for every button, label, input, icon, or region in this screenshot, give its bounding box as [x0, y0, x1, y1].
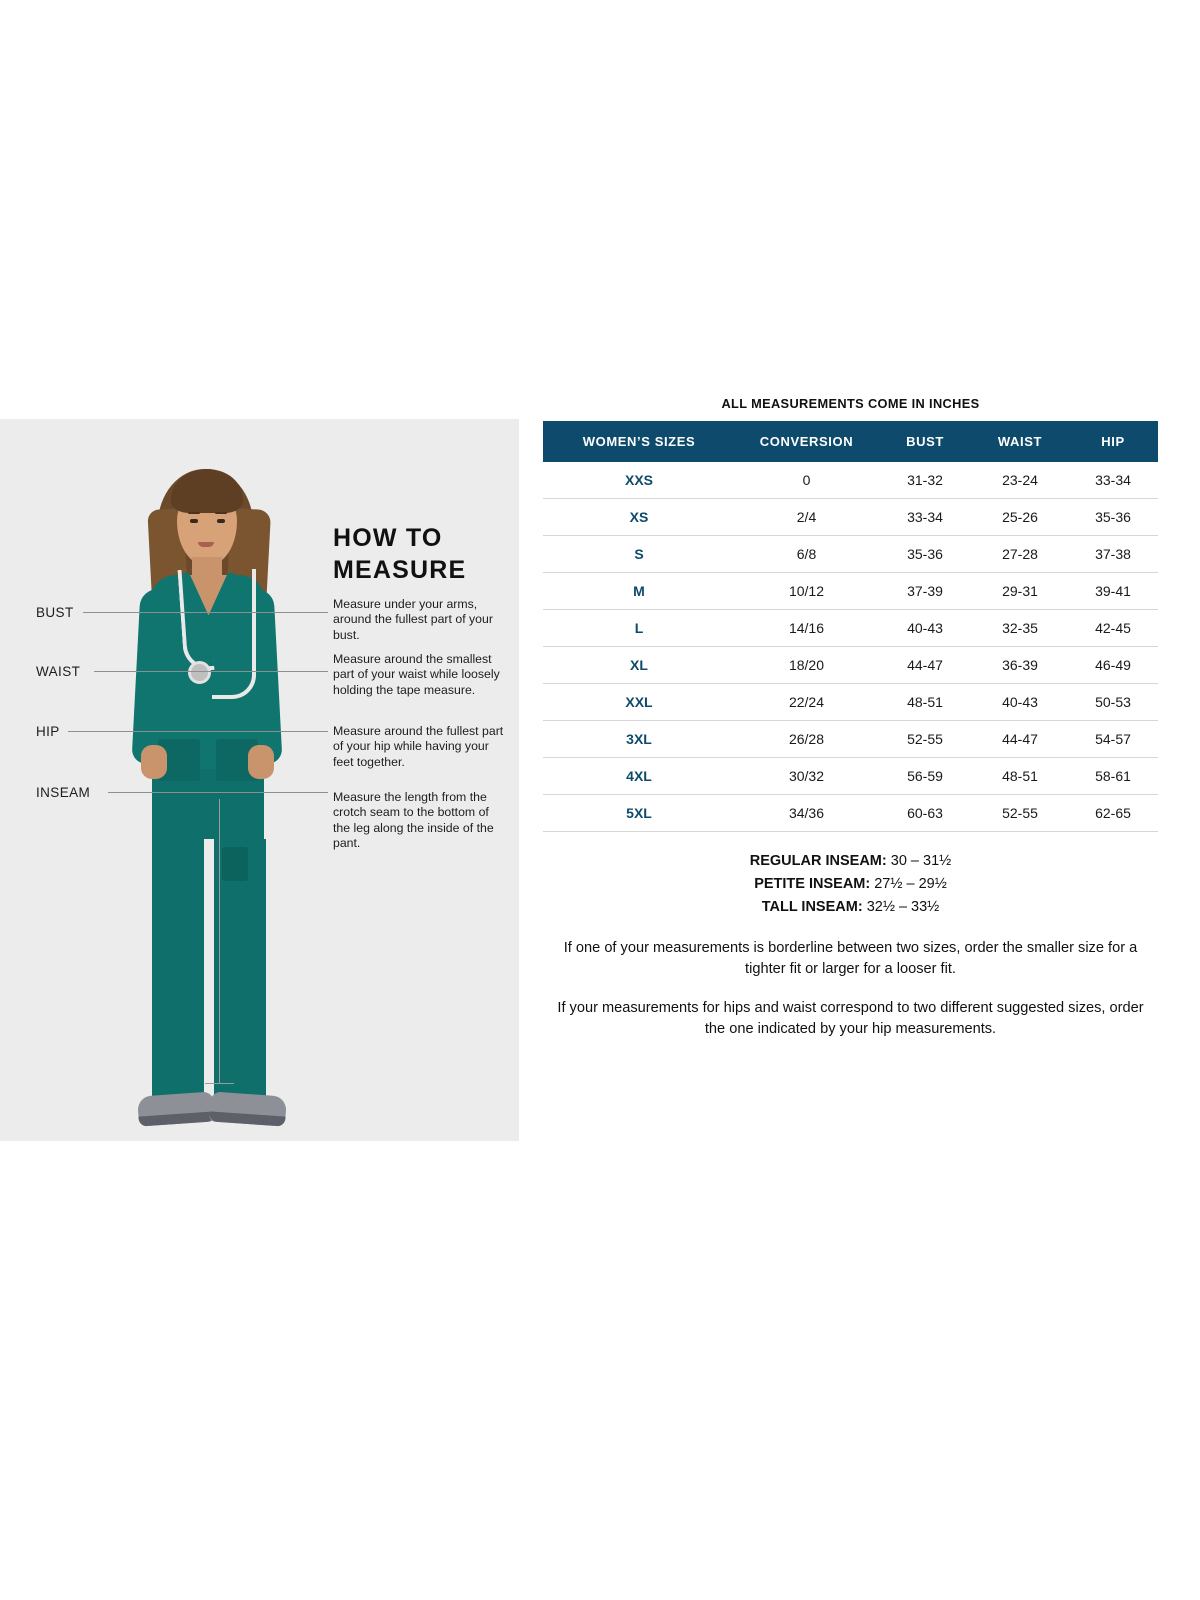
chart-heading: ALL MEASUREMENTS COME IN INCHES	[721, 396, 980, 411]
table-row	[543, 684, 1158, 721]
table-row	[543, 758, 1158, 795]
cell-conversion: 18/20	[735, 647, 878, 684]
cell-waist: 36-39	[972, 647, 1068, 684]
cell-hip: 42-45	[1068, 610, 1158, 647]
regular-inseam-value: 30 – 31½	[890, 853, 952, 869]
stethoscope-right-tube	[212, 569, 256, 699]
mouth	[198, 542, 214, 547]
cell-waist: 52-55	[972, 795, 1068, 832]
cell-conversion: 6/8	[735, 536, 878, 573]
cell-bust: 40-43	[878, 610, 972, 647]
cell-hip: 33-34	[1068, 462, 1158, 499]
petite-inseam-note	[543, 873, 1158, 896]
cell-size: M	[543, 573, 735, 610]
hips-waist-paragraph: If your measurements for hips and waist correspond to two different suggested sizes, order the one indicated by your hip measurements.	[557, 999, 1144, 1038]
cell-hip: 58-61	[1068, 758, 1158, 795]
waist-leader-line	[94, 671, 328, 672]
cell-conversion: 2/4	[735, 499, 878, 536]
scrub-pants-waist	[152, 769, 264, 849]
cell-conversion: 22/24	[735, 684, 878, 721]
cell-waist: 40-43	[972, 684, 1068, 721]
cell-waist: 25-26	[972, 499, 1068, 536]
cell-hip: 37-38	[1068, 536, 1158, 573]
table-row	[543, 721, 1158, 758]
stethoscope-bell-icon	[188, 661, 211, 684]
inseam-measure-line	[219, 799, 220, 1084]
inseam-label: INSEAM	[36, 785, 91, 800]
left-shoe	[137, 1091, 215, 1126]
how-to-measure-title: HOW TO MEASURE	[333, 524, 467, 584]
col-header-hip: HIP	[1068, 421, 1158, 462]
cell-size: 4XL	[543, 758, 735, 795]
size-chart-area	[543, 396, 1158, 1040]
cell-waist: 23-24	[972, 462, 1068, 499]
cell-size: 3XL	[543, 721, 735, 758]
right-shoe-sole	[209, 1111, 286, 1126]
bust-label: BUST	[36, 605, 74, 620]
waist-label: WAIST	[36, 664, 81, 679]
table-row	[543, 462, 1158, 499]
cell-hip: 54-57	[1068, 721, 1158, 758]
right-shoe	[209, 1091, 287, 1126]
hip-label: HIP	[36, 724, 60, 739]
tall-inseam-note	[543, 896, 1158, 919]
pants-left-leg	[152, 839, 206, 1104]
cell-waist: 29-31	[972, 573, 1068, 610]
cell-hip: 62-65	[1068, 795, 1158, 832]
cell-bust: 52-55	[878, 721, 972, 758]
regular-inseam-note	[543, 850, 1158, 873]
regular-inseam-label: REGULAR INSEAM:	[749, 853, 887, 869]
right-eye	[217, 519, 225, 523]
waist-instruction: Measure around the smallest part of your waist while loosely holding the tape measure.	[333, 652, 500, 697]
cell-conversion: 14/16	[735, 610, 878, 647]
table-row	[543, 610, 1158, 647]
col-header-waist: WAIST	[972, 421, 1068, 462]
cell-waist: 48-51	[972, 758, 1068, 795]
col-header-conversion: CONVERSION	[735, 421, 878, 462]
petite-inseam-value: 27½ – 29½	[874, 876, 947, 893]
cell-size: XL	[543, 647, 735, 684]
table-row	[543, 499, 1158, 536]
table-row	[543, 573, 1158, 610]
inseam-instruction: Measure the length from the crotch seam to the bottom of the leg along the inside of the pant.	[333, 790, 494, 851]
table-row	[543, 795, 1158, 832]
cell-conversion: 0	[735, 462, 878, 499]
cell-bust: 60-63	[878, 795, 972, 832]
cell-bust: 37-39	[878, 573, 972, 610]
cell-size: XXS	[543, 462, 735, 499]
left-hand	[141, 745, 167, 779]
cell-bust: 48-51	[878, 684, 972, 721]
left-shoe-sole	[138, 1111, 215, 1126]
cell-bust: 56-59	[878, 758, 972, 795]
cell-bust: 33-34	[878, 499, 972, 536]
size-chart-body	[543, 462, 1158, 832]
cell-waist: 27-28	[972, 536, 1068, 573]
cell-bust: 31-32	[878, 462, 972, 499]
cell-hip: 50-53	[1068, 684, 1158, 721]
petite-inseam-label: PETITE INSEAM:	[754, 876, 871, 893]
bust-leader-line	[83, 612, 328, 613]
cell-conversion: 10/12	[735, 573, 878, 610]
cell-size: L	[543, 610, 735, 647]
borderline-paragraph: If one of your measurements is borderline between two sizes, order the smaller size for a tighter fit or larger for a looser fit.	[563, 939, 1138, 977]
left-eyebrow	[188, 512, 200, 514]
cell-bust: 35-36	[878, 536, 972, 573]
cell-conversion: 34/36	[735, 795, 878, 832]
cell-size: XS	[543, 499, 735, 536]
left-eye	[190, 519, 198, 523]
cell-hip: 39-41	[1068, 573, 1158, 610]
inseam-notes	[543, 850, 1158, 920]
col-header-sizes: WOMEN’S SIZES	[543, 421, 735, 462]
cell-waist: 44-47	[972, 721, 1068, 758]
tall-inseam-label: TALL INSEAM:	[761, 899, 863, 916]
bust-instruction: Measure under your arms, around the fullest part of your bust.	[333, 597, 493, 642]
col-header-bust: BUST	[878, 421, 972, 462]
hip-instruction: Measure around the fullest part of your hip while having your feet together.	[333, 724, 504, 769]
model-illustration	[40, 439, 330, 1129]
right-hand	[248, 745, 274, 779]
right-eyebrow	[215, 512, 227, 514]
cell-size: S	[543, 536, 735, 573]
cell-size: 5XL	[543, 795, 735, 832]
size-chart-table	[543, 421, 1158, 832]
size-chart-header	[543, 421, 1158, 462]
how-to-measure-panel	[0, 419, 519, 1141]
table-row	[543, 647, 1158, 684]
cell-bust: 44-47	[878, 647, 972, 684]
cell-hip: 46-49	[1068, 647, 1158, 684]
inseam-measure-end-cap	[205, 1083, 234, 1084]
cell-hip: 35-36	[1068, 499, 1158, 536]
cell-waist: 32-35	[972, 610, 1068, 647]
table-row	[543, 536, 1158, 573]
inseam-leader-line	[108, 792, 328, 793]
cargo-pocket	[222, 847, 248, 881]
cell-size: XXL	[543, 684, 735, 721]
leg-gap	[204, 839, 214, 1104]
cell-conversion: 30/32	[735, 758, 878, 795]
header-row	[543, 421, 1158, 462]
tall-inseam-value: 32½ – 33½	[866, 899, 940, 916]
hip-leader-line	[68, 731, 328, 732]
cell-conversion: 26/28	[735, 721, 878, 758]
